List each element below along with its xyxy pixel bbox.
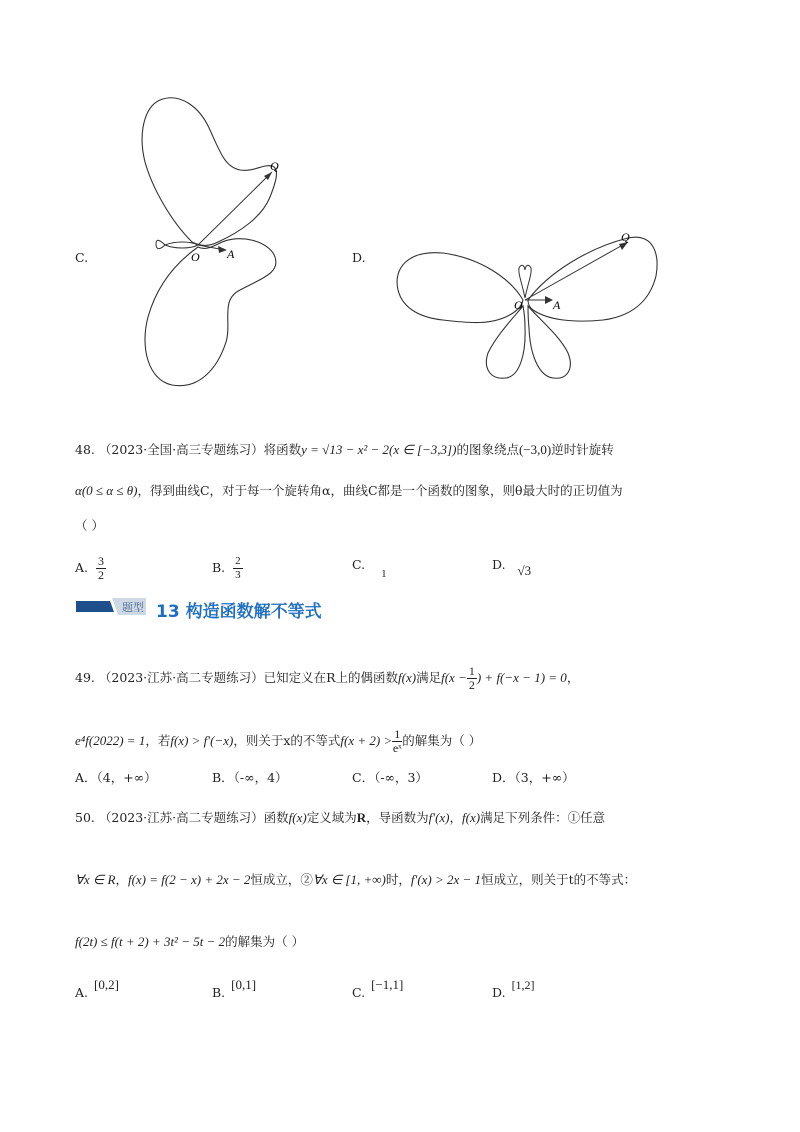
q49-option-d: D．（3，+∞） xyxy=(492,770,575,785)
q50-option-d: D. [1,2] xyxy=(492,978,535,1000)
q49-text-line1: 49. （2023·江苏·高二专题练习）已知定义在R上的偶函数f(x)满足f(x − $\frac{1}{2}$ ) + f(−x − 1) = 0， xyxy=(75,664,580,692)
q50-text-line1: 50. （2023·江苏·高二专题练习）函数f(x)定义域为R，导函数为f′(x)，f(x)满足下列条件：①任意 xyxy=(75,810,606,825)
point-a-label: A xyxy=(227,247,235,261)
q49-option-c: C．（-∞，3） xyxy=(352,770,428,785)
question-number: 49. xyxy=(75,670,95,685)
point-a-label: A xyxy=(553,298,561,312)
point-q-label: Q xyxy=(621,230,630,244)
q48-point: (−3,0) xyxy=(518,442,552,457)
q48-option-c: C. 1 xyxy=(352,557,387,580)
q50-option-c: C.[−1,1] xyxy=(352,977,404,1000)
option-c-label: C. xyxy=(75,250,89,265)
q48-option-d: D. √3 xyxy=(492,557,532,578)
point-o-label: O xyxy=(191,250,200,264)
q49-option-b: B．（-∞，4） xyxy=(212,770,288,785)
q48-option-a: A. $\frac{3}{2}$ xyxy=(75,554,104,582)
q48-function: y = √13 − x² − 2(x ∈ [−3,3]) xyxy=(301,442,457,457)
figure-d-butterfly-graph xyxy=(388,228,668,388)
q50-option-b: B.[0,1] xyxy=(212,977,257,1000)
q49-option-a: A．（4，+∞） xyxy=(75,770,157,785)
q48-text-line1: 48. （2023·全国·高三专题练习）将函数y = √13 − x² − 2(x ∈ [−3,3])的图象绕点(−3,0)逆时针旋转 xyxy=(75,442,614,457)
q48-alpha: α(0 ≤ α ≤ θ) xyxy=(75,483,138,498)
fraction: $\frac{1}{2}$ xyxy=(468,664,475,692)
q48-option-b: B. $\frac{2}{3}$ xyxy=(212,555,241,581)
svg-text:题型: 题型 xyxy=(122,601,144,614)
point-o-label: O xyxy=(514,298,523,312)
fraction: $\frac{3}{2}$ xyxy=(98,554,104,582)
section-title: 13 构造函数解不等式 xyxy=(156,602,322,622)
q49-text-line2: e⁴f(2022) = 1，若f(x) > f′(−x)，则关于x的不等式f(x + 2) > $\frac{1}{\text{eˣ}}$ 的解集为（ ） xyxy=(75,727,482,755)
section-badge xyxy=(76,598,146,615)
q50-text-line3: f(2t) ≤ f(t + 2) + 3t² − 5t − 2的解集为（ ） xyxy=(75,934,305,949)
q50-option-a: A.[0,2] xyxy=(75,977,119,1000)
fraction: $\frac{1}{\text{eˣ}}$ xyxy=(392,727,402,755)
q48-text-line2: α(0 ≤ α ≤ θ)，得到曲线C，对于每一个旋转角α，曲线C都是一个函数的图象，则θ最大时的正切值为 xyxy=(75,483,623,498)
figure-c-butterfly-graph xyxy=(130,92,305,392)
q48-paren: （ ） xyxy=(75,518,104,533)
fraction: $\frac{2}{3}$ xyxy=(235,555,241,581)
option-d-label: D. xyxy=(352,250,366,265)
question-number: 50. xyxy=(75,810,95,825)
point-q-label: Q xyxy=(270,159,279,173)
q50-text-line2: ∀x ∈ R，f(x) = f(2 − x) + 2x − 2恒成立，②∀x ∈ [1, +∞)时，f′(x) > 2x − 1恒成立，则关于t的不等式： xyxy=(75,872,637,887)
question-number: 48. xyxy=(75,442,95,457)
